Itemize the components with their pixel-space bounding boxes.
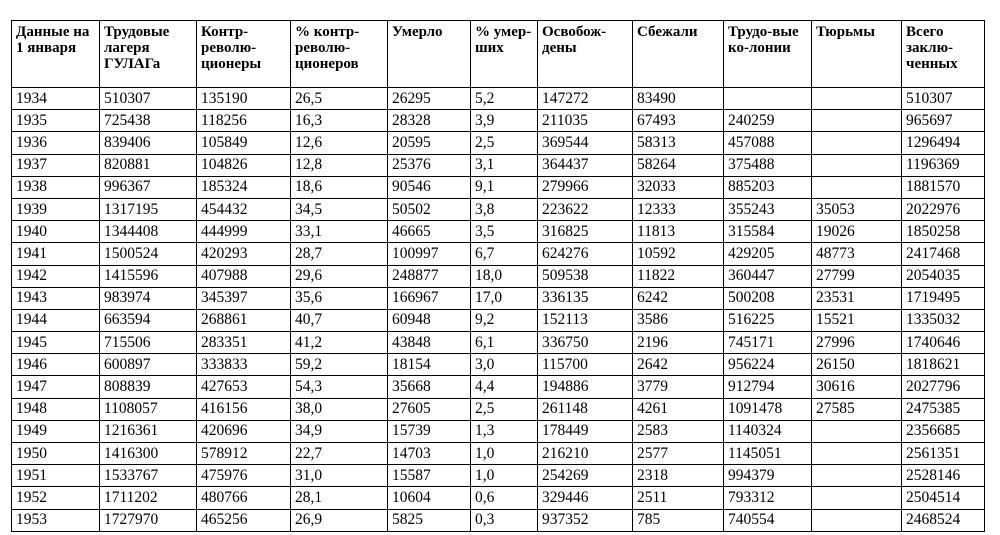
table-cell: 27799 xyxy=(812,265,902,287)
table-cell: 147272 xyxy=(538,88,633,110)
table-row xyxy=(12,398,985,420)
table-row xyxy=(12,376,985,398)
table-cell: 1951 xyxy=(12,465,100,487)
table-cell xyxy=(812,443,902,465)
table-cell xyxy=(812,420,902,442)
table-cell: 23531 xyxy=(812,287,902,309)
table-cell: 3,9 xyxy=(471,110,538,132)
table-cell: 118256 xyxy=(197,110,291,132)
table-cell: 1946 xyxy=(12,354,100,376)
table-row xyxy=(12,198,985,220)
table-cell: 12,8 xyxy=(291,154,388,176)
table-cell: 956224 xyxy=(724,354,812,376)
table-cell: 3586 xyxy=(633,309,724,331)
col-header-counterrevolutionaries: Контр-револю-ционеры xyxy=(197,21,291,88)
table-cell: 5825 xyxy=(388,509,471,531)
col-header-gulag-camps: Трудовые лагеря ГУЛАГа xyxy=(100,21,197,88)
table-row xyxy=(12,354,985,376)
table-cell: 1108057 xyxy=(100,398,197,420)
table-cell: 248877 xyxy=(388,265,471,287)
table-cell: 3,0 xyxy=(471,354,538,376)
table-cell: 18154 xyxy=(388,354,471,376)
table-cell: 1949 xyxy=(12,420,100,442)
table-cell: 58264 xyxy=(633,154,724,176)
table-cell: 268861 xyxy=(197,309,291,331)
table-cell: 820881 xyxy=(100,154,197,176)
table-cell: 6,1 xyxy=(471,332,538,354)
table-cell: 1936 xyxy=(12,132,100,154)
table-cell: 28,7 xyxy=(291,243,388,265)
table-cell: 240259 xyxy=(724,110,812,132)
table-cell: 1719495 xyxy=(902,287,985,309)
table-cell: 369544 xyxy=(538,132,633,154)
table-cell: 60948 xyxy=(388,309,471,331)
table-cell: 35053 xyxy=(812,198,902,220)
table-cell: 2475385 xyxy=(902,398,985,420)
table-cell: 1850258 xyxy=(902,221,985,243)
table-cell: 6,7 xyxy=(471,243,538,265)
table-row xyxy=(12,487,985,509)
table-cell xyxy=(812,509,902,531)
table-cell: 100997 xyxy=(388,243,471,265)
table-cell: 14703 xyxy=(388,443,471,465)
table-cell: 1140324 xyxy=(724,420,812,442)
table-cell: 360447 xyxy=(724,265,812,287)
col-header-escaped: Сбежали xyxy=(633,21,724,88)
table-cell: 1,3 xyxy=(471,420,538,442)
table-cell: 4261 xyxy=(633,398,724,420)
table-cell: 1740646 xyxy=(902,332,985,354)
table-cell: 1415596 xyxy=(100,265,197,287)
table-cell: 135190 xyxy=(197,88,291,110)
table-cell: 345397 xyxy=(197,287,291,309)
table-cell: 105849 xyxy=(197,132,291,154)
table-cell: 1939 xyxy=(12,198,100,220)
table-cell: 1296494 xyxy=(902,132,985,154)
table-cell: 1,0 xyxy=(471,443,538,465)
table-cell: 9,1 xyxy=(471,176,538,198)
table-cell: 315584 xyxy=(724,221,812,243)
table-cell: 12333 xyxy=(633,198,724,220)
table-cell: 26150 xyxy=(812,354,902,376)
table-cell: 3779 xyxy=(633,376,724,398)
table-row xyxy=(12,110,985,132)
table-cell: 1335032 xyxy=(902,309,985,331)
col-header-pct-died: % умер-ших xyxy=(471,21,538,88)
table-cell: 26295 xyxy=(388,88,471,110)
table-cell: 407988 xyxy=(197,265,291,287)
table-cell: 4,4 xyxy=(471,376,538,398)
table-cell: 480766 xyxy=(197,487,291,509)
table-cell: 1711202 xyxy=(100,487,197,509)
table-cell: 11813 xyxy=(633,221,724,243)
table-cell: 16,3 xyxy=(291,110,388,132)
table-cell: 1953 xyxy=(12,509,100,531)
table-cell: 808839 xyxy=(100,376,197,398)
table-cell: 2027796 xyxy=(902,376,985,398)
col-header-total-prisoners: Всего заклю-ченных xyxy=(902,21,985,88)
table-cell: 333833 xyxy=(197,354,291,376)
gulag-statistics-table xyxy=(11,20,985,532)
table-cell: 22,7 xyxy=(291,443,388,465)
table-cell: 578912 xyxy=(197,443,291,465)
table-cell: 30616 xyxy=(812,376,902,398)
table-cell: 1948 xyxy=(12,398,100,420)
table-cell: 20595 xyxy=(388,132,471,154)
table-cell xyxy=(812,176,902,198)
table-cell: 194886 xyxy=(538,376,633,398)
table-cell: 1416300 xyxy=(100,443,197,465)
table-row xyxy=(12,132,985,154)
table-cell: 10592 xyxy=(633,243,724,265)
table-cell: 18,0 xyxy=(471,265,538,287)
table-cell xyxy=(812,88,902,110)
table-cell: 624276 xyxy=(538,243,633,265)
table-cell: 83490 xyxy=(633,88,724,110)
table-cell: 427653 xyxy=(197,376,291,398)
table-cell: 34,9 xyxy=(291,420,388,442)
table-cell: 1935 xyxy=(12,110,100,132)
table-cell xyxy=(812,132,902,154)
table-cell: 2356685 xyxy=(902,420,985,442)
table-cell: 509538 xyxy=(538,265,633,287)
table-cell: 254269 xyxy=(538,465,633,487)
header-row xyxy=(12,21,985,88)
table-cell: 5,2 xyxy=(471,88,538,110)
table-cell: 6242 xyxy=(633,287,724,309)
table-cell: 178449 xyxy=(538,420,633,442)
table-row xyxy=(12,309,985,331)
table-cell: 90546 xyxy=(388,176,471,198)
table-cell: 715506 xyxy=(100,332,197,354)
table-cell: 1952 xyxy=(12,487,100,509)
table-cell: 2561351 xyxy=(902,443,985,465)
table-cell: 2,5 xyxy=(471,398,538,420)
table-cell: 2642 xyxy=(633,354,724,376)
col-header-died: Умерло xyxy=(388,21,471,88)
table-cell: 420696 xyxy=(197,420,291,442)
table-body xyxy=(12,88,985,532)
table-cell: 9,2 xyxy=(471,309,538,331)
table-cell: 1727970 xyxy=(100,509,197,531)
table-row xyxy=(12,265,985,287)
table-cell: 26,9 xyxy=(291,509,388,531)
table-cell: 444999 xyxy=(197,221,291,243)
col-header-released: Освобож-дены xyxy=(538,21,633,88)
table-cell: 1145051 xyxy=(724,443,812,465)
table-cell: 58313 xyxy=(633,132,724,154)
table-cell: 3,8 xyxy=(471,198,538,220)
table-cell: 316825 xyxy=(538,221,633,243)
table-cell: 59,2 xyxy=(291,354,388,376)
table-cell: 457088 xyxy=(724,132,812,154)
table-cell: 28328 xyxy=(388,110,471,132)
table-cell: 912794 xyxy=(724,376,812,398)
table-row xyxy=(12,509,985,531)
table-cell: 279966 xyxy=(538,176,633,198)
table-cell: 1091478 xyxy=(724,398,812,420)
table-cell: 1941 xyxy=(12,243,100,265)
table-cell: 937352 xyxy=(538,509,633,531)
table-cell: 43848 xyxy=(388,332,471,354)
table-cell: 35668 xyxy=(388,376,471,398)
table-cell: 1344408 xyxy=(100,221,197,243)
table-cell: 2577 xyxy=(633,443,724,465)
col-header-labor-colonies: Трудо-вые ко-лонии xyxy=(724,21,812,88)
table-cell: 785 xyxy=(633,509,724,531)
table-cell: 211035 xyxy=(538,110,633,132)
table-cell: 2,5 xyxy=(471,132,538,154)
table-cell: 27585 xyxy=(812,398,902,420)
table-cell: 1945 xyxy=(12,332,100,354)
table-cell: 38,0 xyxy=(291,398,388,420)
table-cell: 0,6 xyxy=(471,487,538,509)
table-cell: 1500524 xyxy=(100,243,197,265)
table-cell: 26,5 xyxy=(291,88,388,110)
table-cell: 965697 xyxy=(902,110,985,132)
table-row xyxy=(12,332,985,354)
table-cell: 1942 xyxy=(12,265,100,287)
table-cell: 336750 xyxy=(538,332,633,354)
table-cell: 27605 xyxy=(388,398,471,420)
table-cell: 34,5 xyxy=(291,198,388,220)
table-row xyxy=(12,243,985,265)
table-cell: 3,1 xyxy=(471,154,538,176)
table-cell: 33,1 xyxy=(291,221,388,243)
table-cell xyxy=(812,154,902,176)
table-cell: 46665 xyxy=(388,221,471,243)
table-cell: 104826 xyxy=(197,154,291,176)
table-cell: 216210 xyxy=(538,443,633,465)
table-cell: 1196369 xyxy=(902,154,985,176)
table-cell: 15587 xyxy=(388,465,471,487)
table-row xyxy=(12,154,985,176)
table-cell: 510307 xyxy=(100,88,197,110)
table-cell: 35,6 xyxy=(291,287,388,309)
table-cell: 416156 xyxy=(197,398,291,420)
table-cell: 2528146 xyxy=(902,465,985,487)
table-cell: 54,3 xyxy=(291,376,388,398)
table-cell: 364437 xyxy=(538,154,633,176)
table-cell: 15521 xyxy=(812,309,902,331)
table-cell: 0,3 xyxy=(471,509,538,531)
table-cell: 885203 xyxy=(724,176,812,198)
table-cell: 2504514 xyxy=(902,487,985,509)
table-cell: 283351 xyxy=(197,332,291,354)
table-cell: 600897 xyxy=(100,354,197,376)
table-cell: 48773 xyxy=(812,243,902,265)
table-cell: 725438 xyxy=(100,110,197,132)
table-row xyxy=(12,88,985,110)
table-cell: 115700 xyxy=(538,354,633,376)
table-cell: 429205 xyxy=(724,243,812,265)
table-row xyxy=(12,176,985,198)
table-cell: 465256 xyxy=(197,509,291,531)
table-cell: 454432 xyxy=(197,198,291,220)
table-row xyxy=(12,287,985,309)
table-cell: 355243 xyxy=(724,198,812,220)
table-cell: 41,2 xyxy=(291,332,388,354)
table-cell: 1938 xyxy=(12,176,100,198)
table-cell: 166967 xyxy=(388,287,471,309)
table-cell: 2022976 xyxy=(902,198,985,220)
table-cell: 2511 xyxy=(633,487,724,509)
table-cell: 1940 xyxy=(12,221,100,243)
table-cell: 28,1 xyxy=(291,487,388,509)
table-cell: 2468524 xyxy=(902,509,985,531)
table-cell: 31,0 xyxy=(291,465,388,487)
table-cell: 2196 xyxy=(633,332,724,354)
table-cell: 40,7 xyxy=(291,309,388,331)
table-cell: 12,6 xyxy=(291,132,388,154)
table-cell: 1533767 xyxy=(100,465,197,487)
table-cell: 2583 xyxy=(633,420,724,442)
table-cell: 1216361 xyxy=(100,420,197,442)
table-cell xyxy=(812,465,902,487)
table-cell: 15739 xyxy=(388,420,471,442)
table-cell: 510307 xyxy=(902,88,985,110)
table-cell: 1317195 xyxy=(100,198,197,220)
table-cell: 1934 xyxy=(12,88,100,110)
table-cell: 10604 xyxy=(388,487,471,509)
table-cell: 994379 xyxy=(724,465,812,487)
col-header-prisons: Тюрьмы xyxy=(812,21,902,88)
table-cell: 50502 xyxy=(388,198,471,220)
table-cell: 1818621 xyxy=(902,354,985,376)
table-cell: 2318 xyxy=(633,465,724,487)
table-cell: 516225 xyxy=(724,309,812,331)
table-cell: 375488 xyxy=(724,154,812,176)
table-row xyxy=(12,443,985,465)
table-cell: 663594 xyxy=(100,309,197,331)
table-cell: 17,0 xyxy=(471,287,538,309)
table-cell xyxy=(812,110,902,132)
table-cell xyxy=(812,487,902,509)
table-row xyxy=(12,221,985,243)
table-cell: 740554 xyxy=(724,509,812,531)
table-cell: 1944 xyxy=(12,309,100,331)
table-cell: 19026 xyxy=(812,221,902,243)
table-cell: 3,5 xyxy=(471,221,538,243)
table-cell: 261148 xyxy=(538,398,633,420)
table-cell: 185324 xyxy=(197,176,291,198)
table-cell: 793312 xyxy=(724,487,812,509)
table-cell: 223622 xyxy=(538,198,633,220)
table-cell: 1950 xyxy=(12,443,100,465)
table-cell: 500208 xyxy=(724,287,812,309)
table-cell: 745171 xyxy=(724,332,812,354)
table-cell: 1881570 xyxy=(902,176,985,198)
table-row xyxy=(12,420,985,442)
table-cell: 25376 xyxy=(388,154,471,176)
table-row xyxy=(12,465,985,487)
col-header-pct-counterrevolutionaries: % контр-револю-ционеров xyxy=(291,21,388,88)
table-cell: 1947 xyxy=(12,376,100,398)
table-cell: 996367 xyxy=(100,176,197,198)
table-cell: 2417468 xyxy=(902,243,985,265)
table-cell: 29,6 xyxy=(291,265,388,287)
table-cell: 2054035 xyxy=(902,265,985,287)
table-cell: 1937 xyxy=(12,154,100,176)
table-cell: 152113 xyxy=(538,309,633,331)
table-cell: 1,0 xyxy=(471,465,538,487)
table-cell: 18,6 xyxy=(291,176,388,198)
table-cell: 1943 xyxy=(12,287,100,309)
table-cell: 329446 xyxy=(538,487,633,509)
table-cell: 336135 xyxy=(538,287,633,309)
table-cell: 420293 xyxy=(197,243,291,265)
table-cell xyxy=(724,88,812,110)
table-cell: 32033 xyxy=(633,176,724,198)
col-header-date: Данные на 1 января xyxy=(12,21,100,88)
table-cell: 11822 xyxy=(633,265,724,287)
table-cell: 67493 xyxy=(633,110,724,132)
table-cell: 27996 xyxy=(812,332,902,354)
table-cell: 475976 xyxy=(197,465,291,487)
table-cell: 839406 xyxy=(100,132,197,154)
table-cell: 983974 xyxy=(100,287,197,309)
